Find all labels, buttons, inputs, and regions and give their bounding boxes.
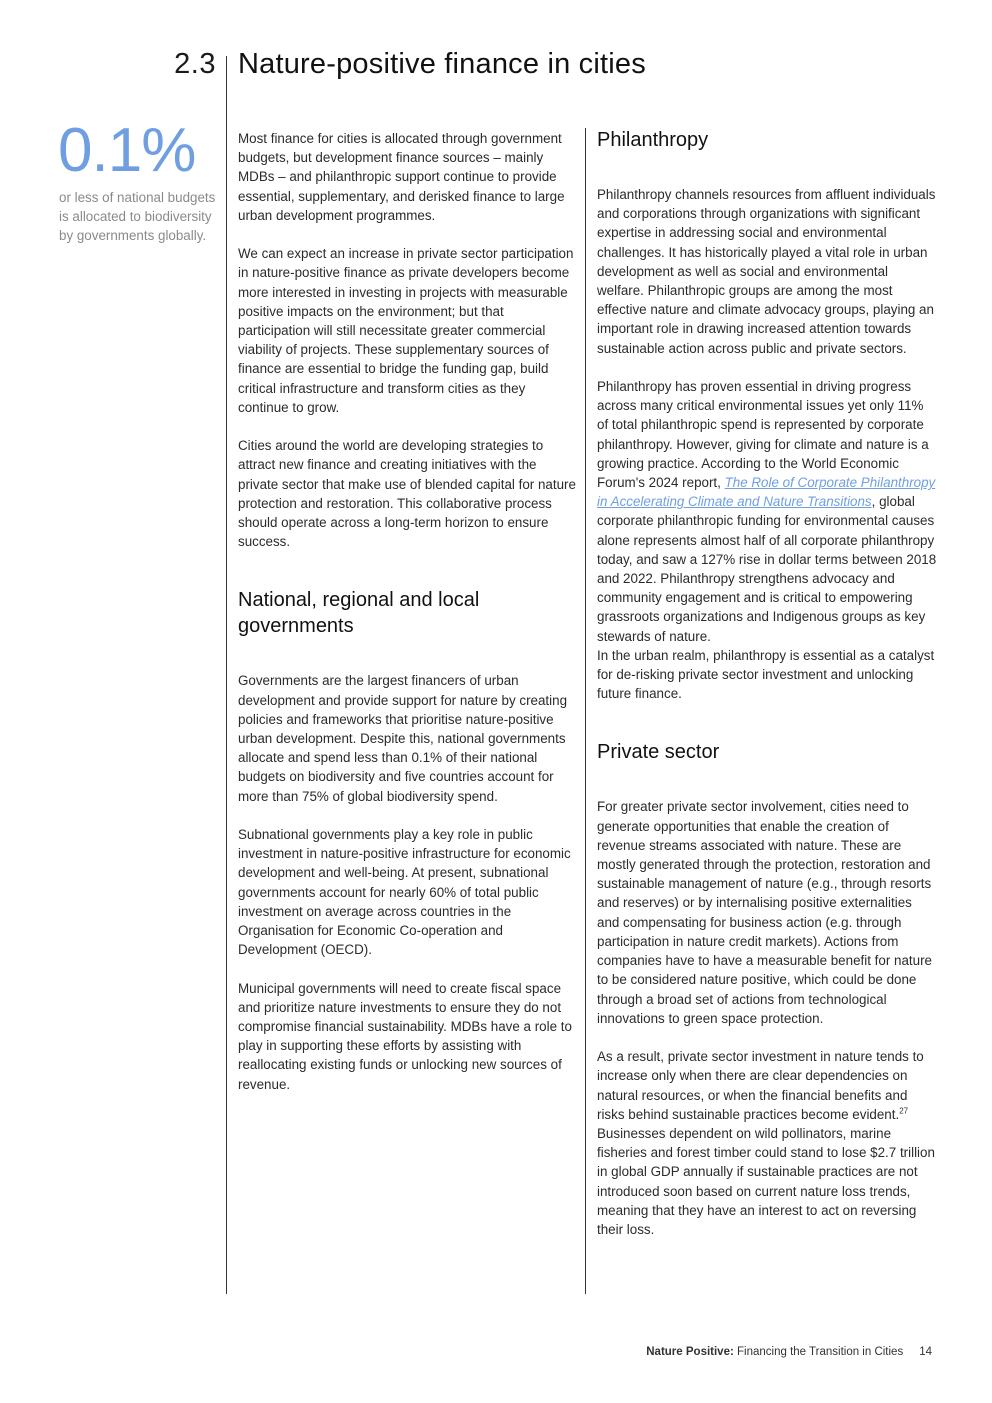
column-divider-right (585, 128, 586, 1294)
page-title: Nature-positive finance in cities (238, 48, 646, 80)
philanthropy-paragraph-3: In the urban realm, philanthropy is essential as a catalyst for de-risking private sector investment and unlocking future finance. (597, 647, 935, 702)
middle-column (238, 129, 576, 1094)
philanthropy-paragraph-2-text-b: , global corporate philanthropic funding for environmental causes alone represents almost half of all corporate philanthropy today, and saw a 127% rise in dollar terms between 2018 and 2022. Philanthropy strengthens advocacy and community engagement and is critical to empowering grassroots organizations and Indigenous groups as key stewards of nature. (597, 494, 937, 644)
private-sector-paragraph-2-text-a: As a result, private sector investment in nature tends to increase only when there are clear dependencies on natural resources, or when the financial benefits and risks behind sustainable practices become evident. (597, 1049, 924, 1122)
governments-paragraph-2: Subnational governments play a key role in public investment in nature-positive infrastructure for economic development and well-being. At present, subnational governments account for nearly 60% of total public investment on average across countries in the Organisation for Economic Co-operation and Development (OECD). (238, 827, 571, 958)
private-sector-paragraph-1: For greater private sector involvement, cities need to generate opportunities that enable the creation of revenue streams associated with nature. These are mostly generated through the protection, restoration and sustainable management of nature (e.g., through resorts and reserves) or by internalising positive externalities and compensating for business action (e.g. through participation in nature credit markets). Actions from companies have to have a measurable benefit for nature to be considered nature positive, which could be done through a broad set of actions from technological innovations to green space protection. (597, 799, 932, 1026)
private-sector-heading: Private sector (597, 741, 720, 764)
section-number: 2.3 (174, 48, 216, 80)
intro-paragraph-3: Cities around the world are developing strategies to attract new finance and creating initiatives with the private sector that make use of blended capital for nature protection and restoration. This collaborative process should operate across a long-term horizon to ensure success. (238, 438, 576, 550)
page-number: 14 (919, 1346, 932, 1358)
footer-publication-title: Financing the Transition in Cities (733, 1346, 904, 1358)
philanthropy-paragraph-2 (597, 377, 937, 646)
right-column (597, 127, 937, 1239)
private-sector-paragraph-2 (597, 1047, 937, 1239)
governments-heading: National, regional and local governments (238, 589, 480, 638)
governments-paragraph-3: Municipal governments will need to create fiscal space and prioritize nature investments to ensure they do not compromise financial sustainability. MDBs have a role to play in supporting these efforts by assisting with reallocating existing funds or unlocking new sources of revenue. (238, 980, 572, 1092)
footnote-reference: 27 (899, 1106, 909, 1116)
page-footer (646, 1346, 932, 1358)
intro-paragraph-2: We can expect an increase in private sector participation in nature-positive finance as private developers become more interested in investing in projects with measurable positive impacts on the environment; but that participation will still necessitate greater commercial viability of projects. These supplementary sources of finance are essential to bridge the funding gap, build critical infrastructure and transform cities as they continue to grow. (238, 246, 574, 415)
intro-paragraph-1: Most finance for cities is allocated through government budgets, but development finance sources – mainly MDBs – and philanthropic support continue to provide essential, supplementary, and derisked finance to large urban development programmes. (238, 131, 565, 223)
callout-stat-caption: or less of national budgets is allocated to biodiversity by governments globally. (59, 190, 216, 244)
footer-publication-bold: Nature Positive: (646, 1346, 734, 1358)
philanthropy-paragraph-2-text-a: Philanthropy has proven essential in driving progress across many critical environmental issues yet only 11% of total philanthropic spend is represented by corporate philanthropy. However, giving for climate and nature is a growing practice. According to the World Economic Forum's 2024 report, (597, 379, 929, 491)
philanthropy-paragraph-1: Philanthropy channels resources from affluent individuals and corporations through organizations with significant expertise in addressing social and environmental challenges. It has historically played a vital role in urban development as well as social and environmental welfare. Philanthropic groups are among the most effective nature and climate advocacy groups, playing an important role in drawing increased attention towards sustainable action across public and private sectors. (597, 187, 936, 356)
callout-stat-value: 0.1% (58, 116, 196, 185)
private-sector-paragraph-2-text-b: Businesses dependent on wild pollinators, marine fisheries and forest timber could stand to lose $2.7 trillion in global GDP annually if sustainable practices are not introduced soon based on current nature loss trends, meaning that they have an interest to act on reversing their loss. (597, 1125, 935, 1237)
column-divider-left (226, 56, 227, 1294)
report-link[interactable]: The Role of Corporate Philanthropy in Accelerating Climate and Nature Transitions (597, 475, 936, 510)
governments-paragraph-1: Governments are the largest financers of urban development and provide support for nature by creating policies and frameworks that prioritise nature-positive urban development. Despite this, national governments allocate and spend less than 0.1% of their national budgets on biodiversity and five countries account for more than 75% of global biodiversity spend. (238, 673, 568, 804)
philanthropy-heading: Philanthropy (597, 129, 709, 151)
